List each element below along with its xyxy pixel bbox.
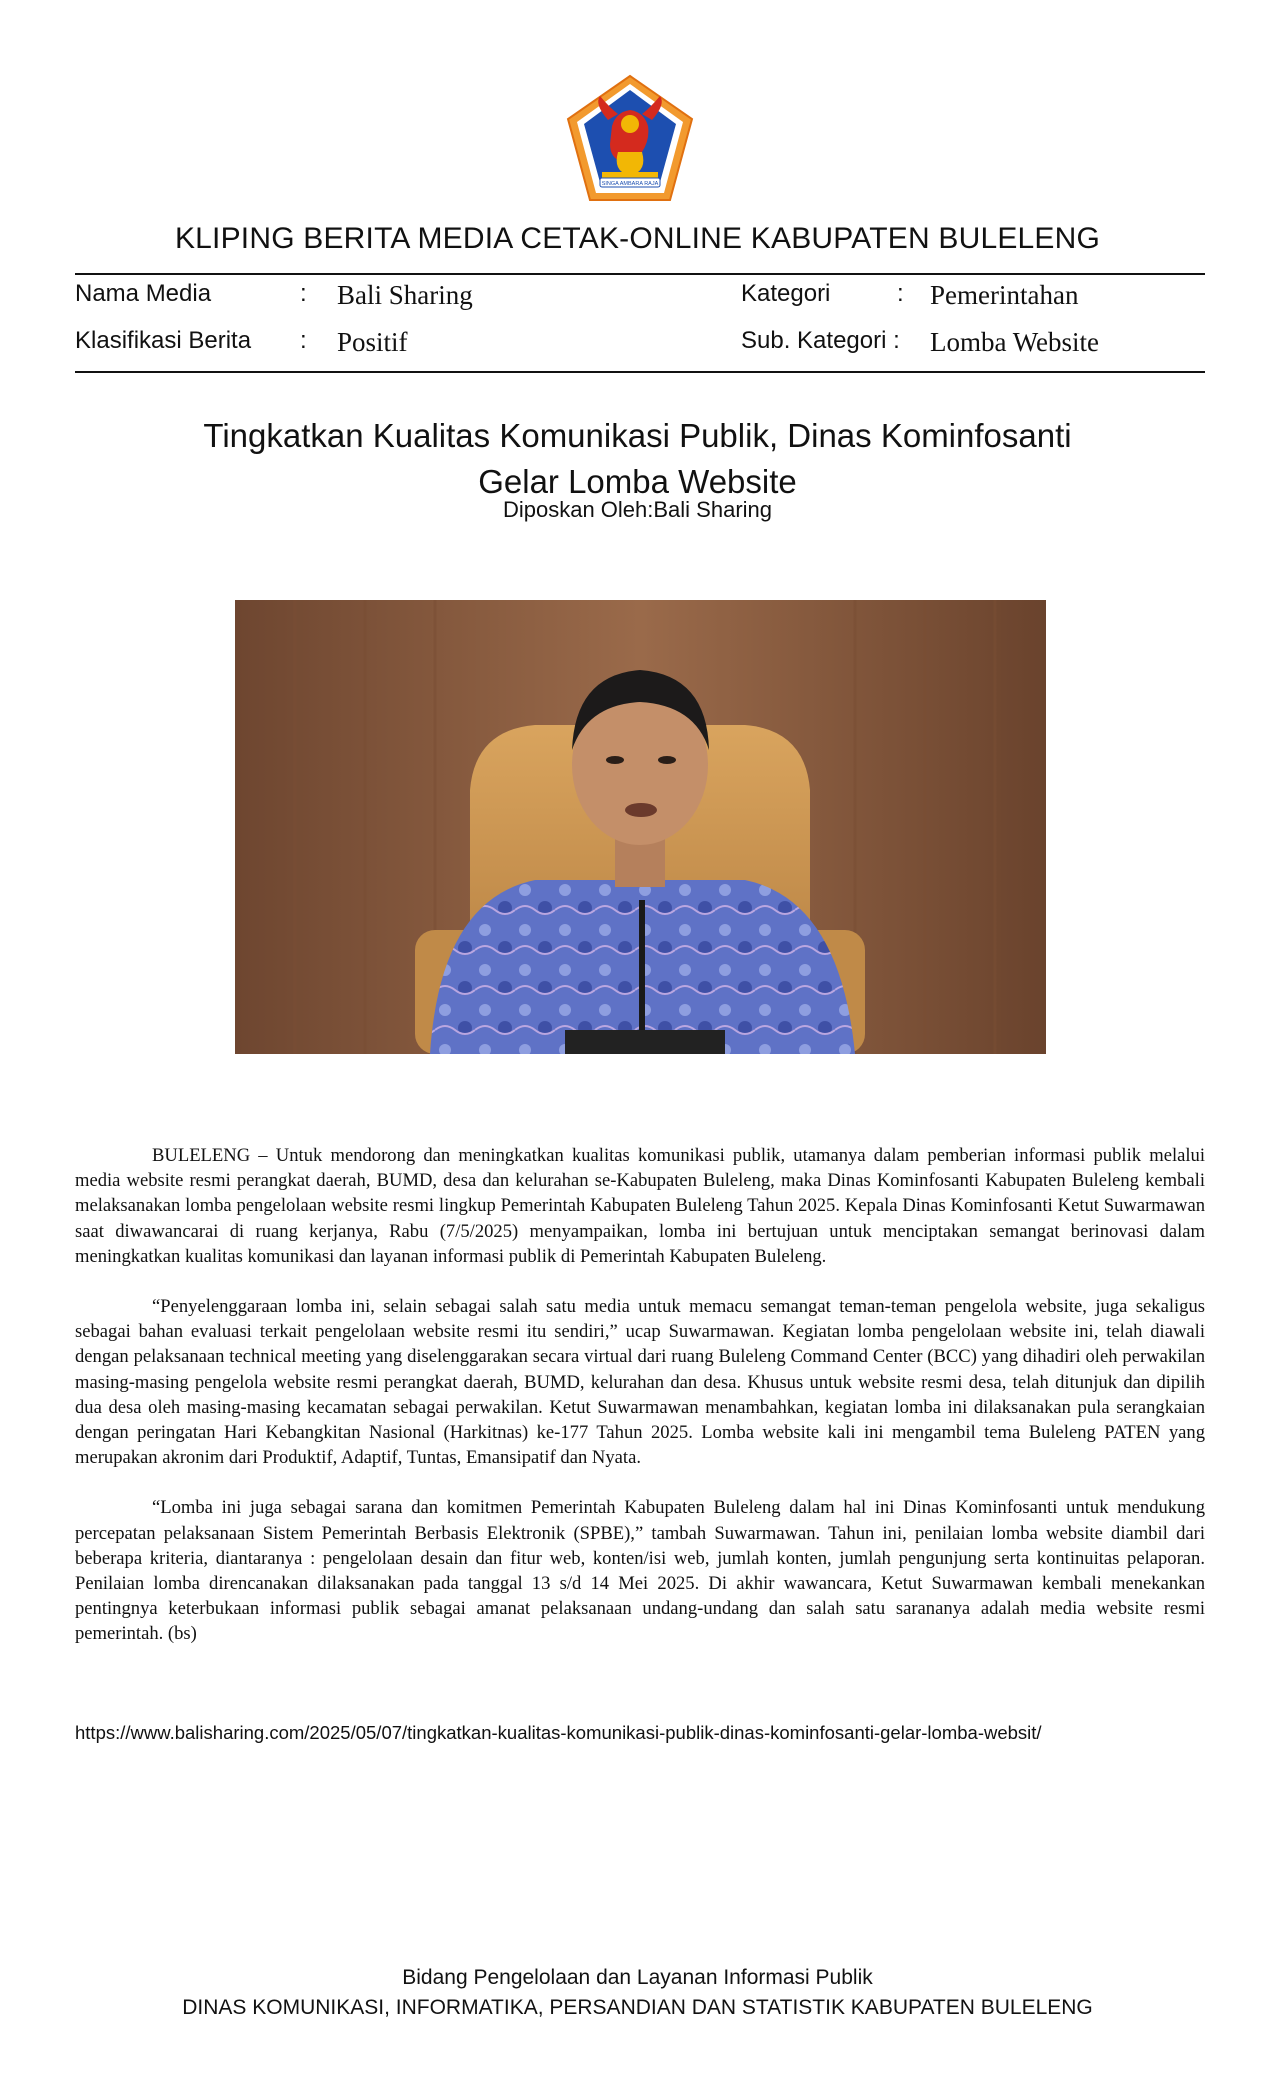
media-name-colon: : — [300, 280, 307, 307]
buleleng-emblem-logo — [564, 74, 696, 204]
subcategory-label: Sub. Kategori : — [741, 327, 900, 354]
article-title-line-2: Gelar Lomba Website — [478, 463, 797, 500]
media-name-label: Nama Media — [75, 280, 212, 307]
news-classification-colon: : — [300, 327, 307, 354]
article-paragraph-1: BULELENG – Untuk mendorong dan meningkatkan kualitas komunikasi publik, utamanya dalam pemberian informasi publik melalui media website resmi perangkat daerah, BUMD, desa dan kelurahan se-Kabupaten Buleleng, maka Dinas Kominfosanti Kabupaten Buleleng kembali melaksanakan lomba pengelolaan website resmi lingkup Pemerintah Kabupaten Buleleng Tahun 2025. Kepala Dinas Kominfosanti Ketut Suwarmawan saat diwawancarai di ruang kerjanya, Rabu (7/5/2025) menyampaikan, lomba ini bertujuan untuk menciptakan semangat berinovasi dalam meningkatkan kualitas komunikasi dan layanan informasi publik di Pemerintah Kabupaten Buleleng. — [75, 1145, 1205, 1267]
header-top-rule — [75, 273, 1205, 275]
clipping-header-title: KLIPING BERITA MEDIA CETAK-ONLINE KABUPATEN BULELENG — [174, 222, 1101, 255]
article-title — [0, 413, 1275, 505]
article-paragraph-2: “Penyelenggaraan lomba ini, selain sebagai salah satu media untuk memacu semangat teman-teman pengelola website, juga sekaligus sebagai bahan evaluasi terkait pengelolaan website resmi itu sendiri,” ucap Suwarmawan. Kegiatan lomba pengelolaan website ini, telah diawali dengan pelaksanaan technical meeting yang diselenggarakan secara virtual dari ruang Buleleng Command Center (BCC) yang dihadiri oleh perwakilan masing-masing pengelola website resmi perangkat daerah, BUMD, kelurahan dan desa. Khusus untuk website resmi desa, telah ditunjuk dan dipilih dua desa oleh masing-masing kecamatan sebagai perwakilan. Ketut Suwarmawan menambahkan, kegiatan lomba ini dilaksanakan pula serangkaian dengan peringatan Hari Kebangkitan Nasional (Harkitnas) ke-177 Tahun 2025. Lomba website kali ini mengambil tema Buleleng PATEN yang merupakan akronim dari Produktif, Adaptif, Tuntas, Emansipatif dan Nyata. — [75, 1296, 1205, 1469]
category-value: Pemerintahan — [930, 280, 1079, 310]
news-classification-label: Klasifikasi Berita — [75, 327, 252, 354]
article-posted-by: Diposkan Oleh:Bali Sharing — [502, 497, 773, 522]
article-title-line-1: Tingkatkan Kualitas Komunikasi Publik, Dinas Kominfosanti — [203, 417, 1072, 454]
article-paragraph-3: “Lomba ini juga sebagai sarana dan komitmen Pemerintah Kabupaten Buleleng dalam hal ini Dinas Kominfosanti untuk mendukung percepatan pelaksanaan Sistem Pemerintah Berbasis Elektronik (SPBE),” tambah Suwarmawan. Tahun ini, penilaian lomba website diambil dari beberapa kriteria, diantaranya : pengelolaan desain dan fitur web, konten/isi web, jumlah konten, jumlah pengunjung serta kontinuitas pelaporan. Penilaian lomba direncanakan dilaksanakan pada tanggal 13 s/d 14 Mei 2025. Di akhir wawancara, Ketut Suwarmawan kembali menekankan pentingnya keterbukaan informasi publik sebagai amanat pelaksanaan undang-undang dan salah satu sarananya adalah media website resmi pemerintah. (bs) — [75, 1497, 1205, 1645]
category-colon: : — [897, 280, 904, 307]
emblem-motto: SINGA AMBARA RAJA — [601, 181, 659, 187]
footer-agency: DINAS KOMUNIKASI, INFORMATIKA, PERSANDIAN DAN STATISTIK KABUPATEN BULELENG — [182, 1996, 1093, 2019]
subcategory-value: Lomba Website — [930, 327, 1100, 357]
media-name-value: Bali Sharing — [337, 280, 473, 310]
news-photo — [235, 600, 1046, 1054]
footer-division: Bidang Pengelolaan dan Layanan Informasi Publik — [402, 1966, 873, 1989]
news-classification-value: Positif — [337, 327, 408, 357]
header-bottom-rule — [75, 371, 1205, 373]
article-body — [75, 1143, 1205, 1672]
source-url-link[interactable]: https://www.balisharing.com/2025/05/07/tingkatkan-kualitas-komunikasi-publik-dinas-kominfosanti-gelar-lomba-websit/ — [75, 1722, 1042, 1743]
category-label: Kategori — [741, 280, 831, 307]
